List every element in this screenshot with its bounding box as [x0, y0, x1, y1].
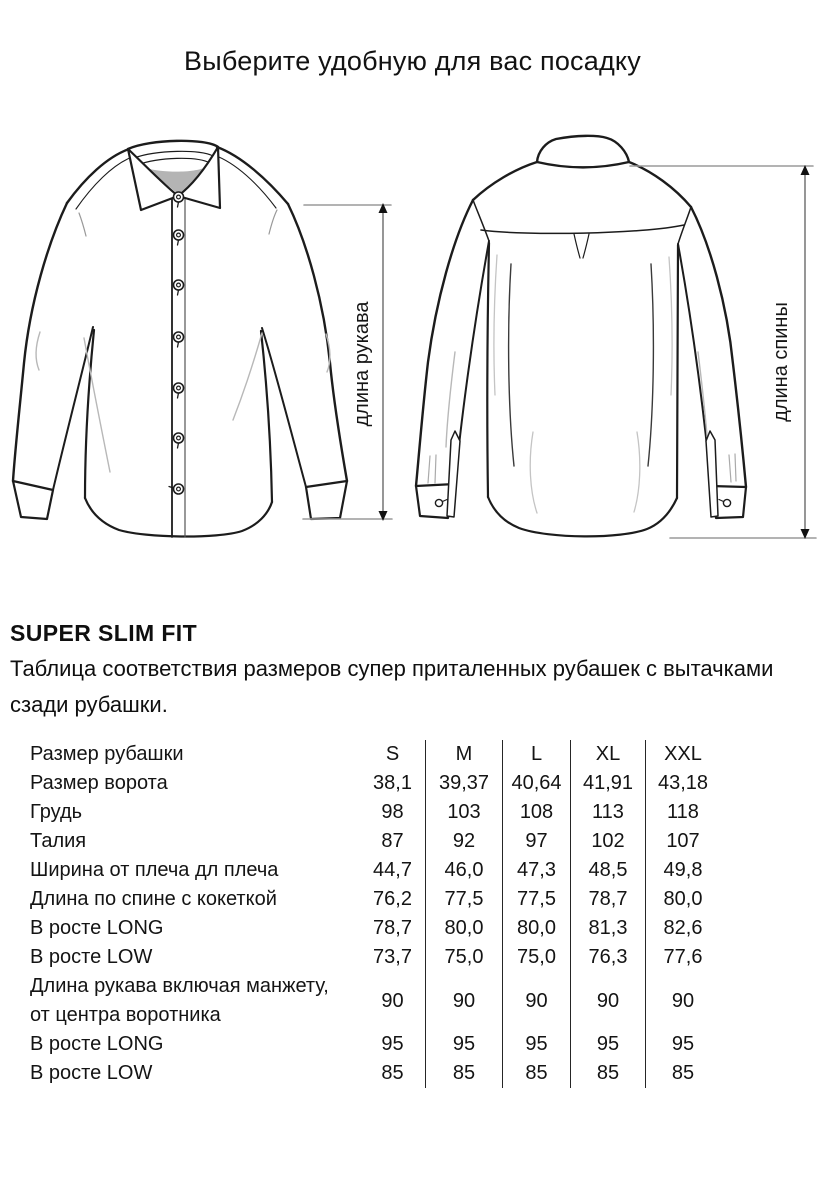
cell: 108 — [503, 798, 571, 827]
cell: 77,5 — [426, 885, 503, 914]
front-left-cuff — [13, 481, 53, 519]
row-label: В росте LOW — [30, 1062, 153, 1084]
back-sleeve-folds — [446, 352, 708, 447]
back-collar — [537, 136, 629, 167]
button — [174, 280, 184, 295]
cell: 77,6 — [646, 943, 721, 972]
back-shirt-drawing — [416, 136, 746, 537]
back-body-right-edge — [677, 245, 678, 498]
back-right-sleeve-outer — [691, 207, 746, 487]
fit-description-line: сзади рубашки. — [10, 692, 168, 717]
table-header-row — [30, 740, 720, 769]
row-label-line: от центра воротника — [30, 1004, 221, 1026]
button — [174, 192, 184, 207]
back-darts — [509, 264, 654, 466]
back-left-shoulder — [473, 162, 537, 200]
size-table — [30, 740, 720, 1088]
sleeve-length-label: длина рукава — [351, 301, 373, 427]
cell: 85 — [571, 1059, 646, 1088]
cell: 47,3 — [503, 856, 571, 885]
row-label: Длина по спине с кокеткой — [30, 888, 277, 910]
front-right-shoulder — [217, 147, 288, 204]
front-fold-lines — [36, 332, 330, 472]
cell: 78,7 — [571, 885, 646, 914]
fit-description-line: Таблица соответствия размеров супер приталенных рубашек с вытачками — [10, 656, 774, 681]
cell: 90 — [503, 972, 571, 1030]
back-left-sleeve-placket — [447, 431, 460, 517]
front-hem — [85, 498, 272, 537]
cell: 95 — [503, 1030, 571, 1059]
front-left-shoulder — [67, 149, 129, 203]
back-right-sleeve-placket — [706, 431, 718, 517]
cell: 95 — [571, 1030, 646, 1059]
front-right-cuff — [306, 481, 347, 519]
fit-description — [10, 651, 773, 723]
back-cuff-fold-ticks — [428, 454, 736, 483]
cell: 87 — [381, 830, 404, 852]
table-row — [30, 914, 720, 943]
row-label: Размер ворота — [30, 772, 168, 794]
row-label: В росте LONG — [30, 917, 164, 939]
cell: 38,1 — [373, 772, 412, 794]
cell: 82,6 — [646, 914, 721, 943]
cell: 46,0 — [426, 856, 503, 885]
cell: 40,64 — [503, 769, 571, 798]
back-length-label: длина спины — [770, 302, 792, 422]
fit-heading: SUPER SLIM FIT — [10, 620, 198, 646]
cell: 43,18 — [646, 769, 721, 798]
cell: 85 — [646, 1059, 721, 1088]
cell: 90 — [426, 972, 503, 1030]
table-row — [30, 885, 720, 914]
cell: 44,7 — [373, 859, 412, 881]
button — [174, 433, 184, 448]
collar-band — [128, 141, 218, 149]
cell: 76,2 — [373, 888, 412, 910]
back-hem — [488, 497, 677, 536]
cell: 49,8 — [646, 856, 721, 885]
size-xxl: XXL — [646, 740, 721, 769]
cell: 90 — [646, 972, 721, 1030]
table-row — [30, 827, 720, 856]
cell: 103 — [426, 798, 503, 827]
cell: 78,7 — [373, 917, 412, 939]
table-row — [30, 798, 720, 827]
row-label: Талия — [30, 830, 87, 852]
cell: 95 — [426, 1030, 503, 1059]
cell: 107 — [646, 827, 721, 856]
back-body-left-edge — [487, 243, 489, 497]
table-row — [30, 856, 720, 885]
back-yoke-seam — [481, 225, 684, 233]
cell: 95 — [646, 1030, 721, 1059]
row-label: В росте LOW — [30, 946, 153, 968]
front-right-sleeve-outer — [288, 204, 347, 481]
size-s: S — [385, 743, 400, 765]
table-row — [30, 943, 720, 972]
page-title: Выберите удобную для вас посадку — [184, 46, 641, 76]
row-label — [30, 972, 360, 1030]
table-row — [30, 769, 720, 798]
header-label: Размер рубашки — [30, 743, 184, 765]
row-label-line: Длина рукава включая манжету, — [30, 975, 329, 997]
back-center-pleat — [574, 234, 589, 258]
size-xl: XL — [571, 740, 646, 769]
cell: 39,37 — [426, 769, 503, 798]
back-length-dimension — [630, 165, 816, 539]
size-l: L — [503, 740, 571, 769]
cell: 102 — [571, 827, 646, 856]
cell: 92 — [426, 827, 503, 856]
row-label: В росте LONG — [30, 1033, 164, 1055]
cell: 81,3 — [571, 914, 646, 943]
collar-band-seam-2 — [137, 158, 210, 165]
cell: 97 — [503, 827, 571, 856]
cell: 113 — [571, 798, 646, 827]
table-row — [30, 1059, 720, 1088]
sleeve-length-dimension — [303, 203, 392, 521]
back-left-sleeve-outer — [416, 200, 473, 486]
back-right-shoulder — [629, 162, 691, 207]
cell: 76,3 — [571, 943, 646, 972]
cell: 73,7 — [373, 946, 412, 968]
cell: 85 — [381, 1062, 404, 1084]
cell: 90 — [381, 989, 404, 1012]
front-shirt-drawing — [13, 141, 347, 537]
cell: 41,91 — [571, 769, 646, 798]
cell: 75,0 — [503, 943, 571, 972]
cell: 95 — [381, 1033, 404, 1055]
collar-band-seam-1 — [134, 151, 213, 158]
button — [174, 332, 184, 347]
cell: 90 — [571, 972, 646, 1030]
table-row — [30, 1030, 720, 1059]
button — [174, 230, 184, 245]
cell: 118 — [646, 798, 721, 827]
back-fold-lines — [494, 255, 672, 513]
cell: 80,0 — [503, 914, 571, 943]
cell: 80,0 — [646, 885, 721, 914]
cell: 77,5 — [503, 885, 571, 914]
button — [174, 383, 184, 398]
cell: 98 — [381, 801, 404, 823]
cell: 85 — [426, 1059, 503, 1088]
cell: 48,5 — [571, 856, 646, 885]
size-m: M — [426, 740, 503, 769]
row-label: Ширина от плеча дл плеча — [30, 859, 279, 881]
cell: 80,0 — [426, 914, 503, 943]
cell: 75,0 — [426, 943, 503, 972]
row-label: Грудь — [30, 801, 83, 823]
front-left-sleeve-outer — [13, 203, 67, 481]
table-row — [30, 972, 720, 1030]
back-left-armhole — [473, 200, 489, 241]
back-cuff-buttons — [435, 499, 730, 506]
cell: 85 — [503, 1059, 571, 1088]
